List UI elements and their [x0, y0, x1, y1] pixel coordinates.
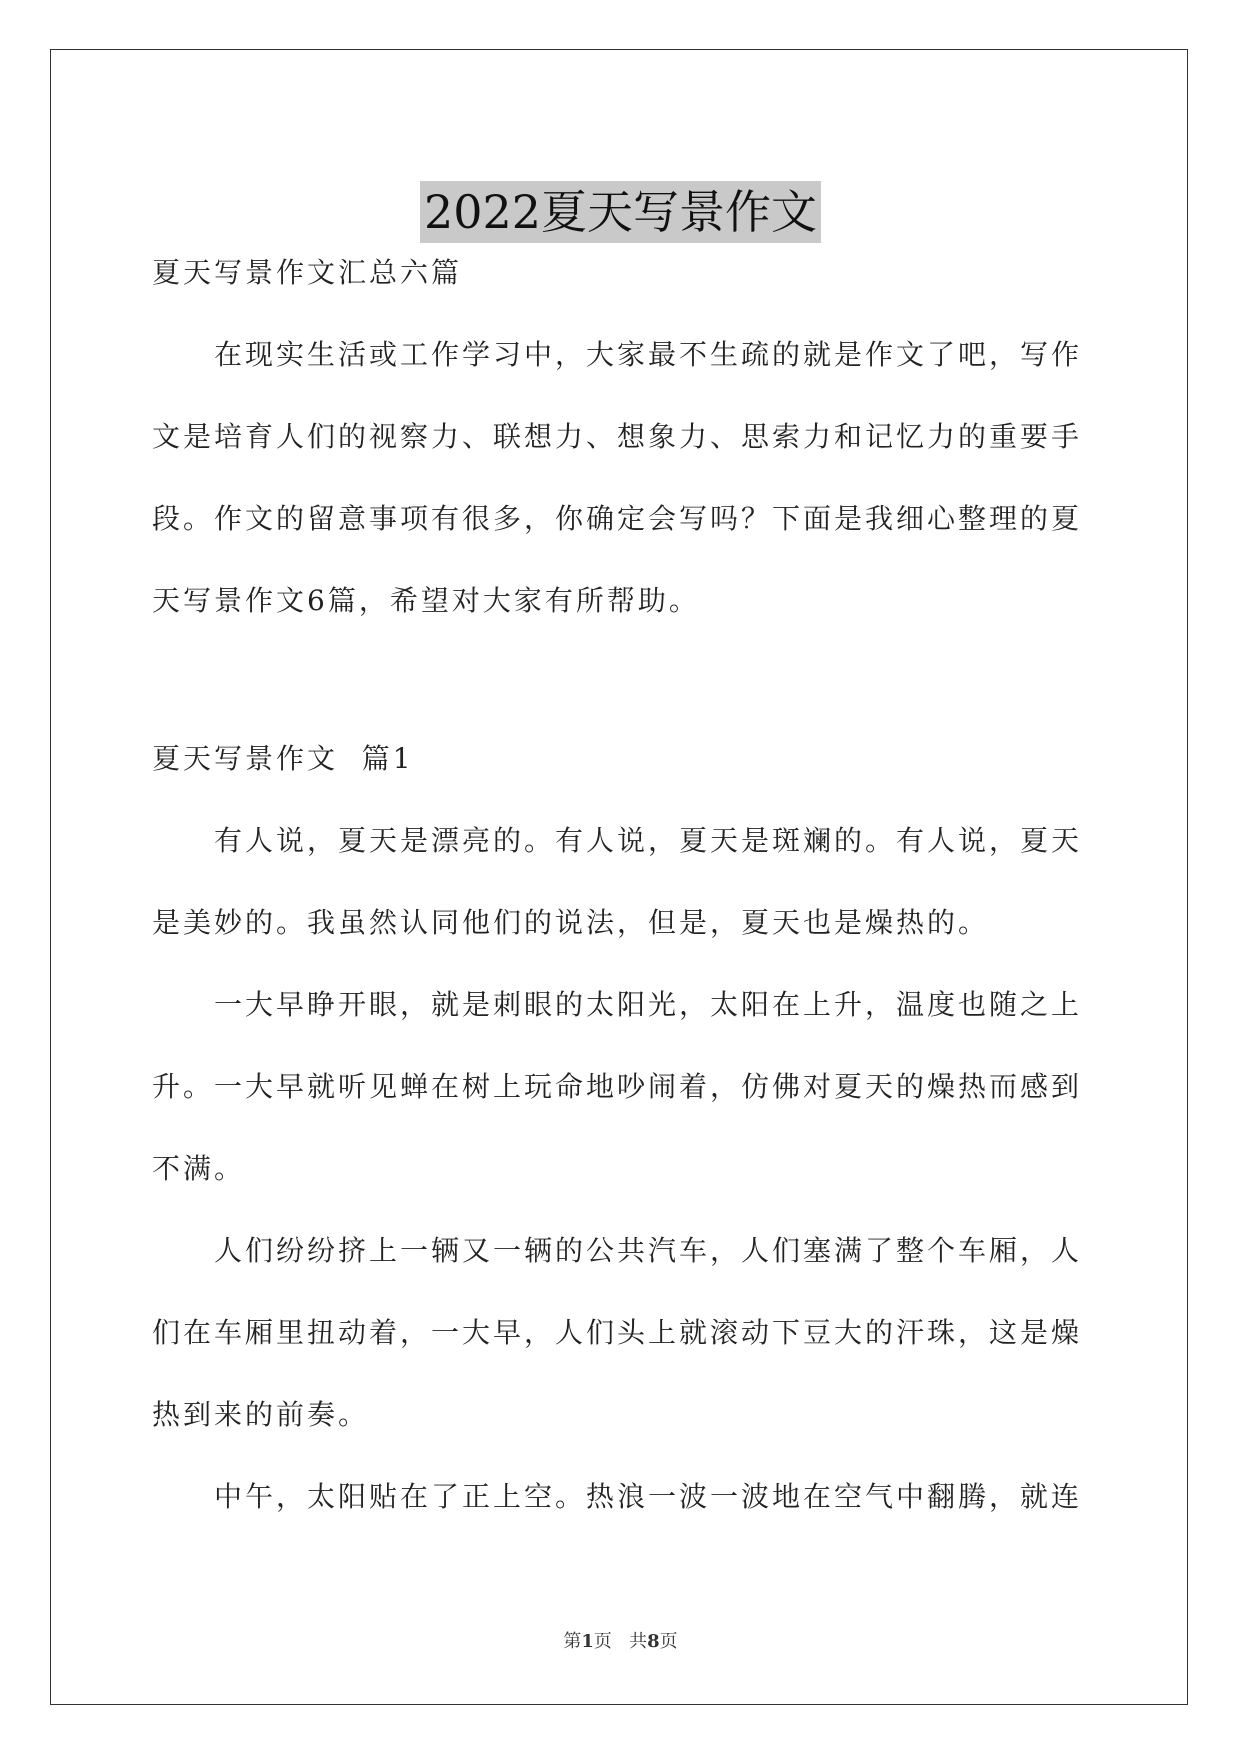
text-line: 升。一大早就听见蝉在树上玩命地吵闹着，仿佛对夏天的燥热而感到	[152, 1070, 1083, 1103]
footer-prefix: 第	[563, 1631, 582, 1652]
text-line: 天写景作文6篇，希望对大家有所帮助。	[152, 584, 700, 617]
text-line: 人们纷纷挤上一辆又一辆的公共汽车，人们塞满了整个车厢，人	[214, 1234, 1083, 1267]
paragraph-2	[152, 964, 1088, 1210]
paragraph-3	[152, 1210, 1088, 1456]
current-page-number: 1	[581, 1631, 594, 1652]
document-body	[152, 232, 1088, 1538]
text-line: 们在车厢里扭动着，一大早，人们头上就滚动下豆大的汗珠，这是燥	[152, 1316, 1083, 1349]
text-line: 中午，太阳贴在了正上空。热浪一波一波地在空气中翻腾，就连	[214, 1480, 1083, 1513]
intro-paragraph	[152, 314, 1088, 642]
text-line: 一大早睁开眼，就是刺眼的太阳光，太阳在上升，温度也随之上	[214, 988, 1083, 1021]
document-title: 2022夏天写景作文	[420, 181, 821, 243]
section-spacer	[152, 642, 1088, 718]
paragraph-1	[152, 800, 1088, 964]
text-line: 段。作文的留意事项有很多，你确定会写吗？下面是我细心整理的夏	[152, 502, 1083, 535]
footer-suffix: 页	[659, 1631, 678, 1652]
footer-middle: 页 共	[593, 1631, 648, 1652]
text-line: 热到来的前奏。	[152, 1398, 370, 1431]
paragraph-4	[152, 1456, 1088, 1538]
text-line: 在现实生活或工作学习中，大家最不生疏的就是作文了吧，写作	[214, 338, 1083, 371]
text-line: 有人说，夏天是漂亮的。有人说，夏天是斑斓的。有人说，夏天	[214, 824, 1083, 857]
text-line: 是美妙的。我虽然认同他们的说法，但是，夏天也是燥热的。	[152, 906, 990, 939]
text-line: 不满。	[152, 1152, 246, 1185]
section-heading: 夏天写景作文 篇1	[152, 742, 414, 775]
page-footer	[0, 1627, 1241, 1653]
text-line: 文是培育人们的视察力、联想力、想象力、思索力和记忆力的重要手	[152, 420, 1083, 453]
total-page-count: 8	[647, 1631, 660, 1652]
subtitle: 夏天写景作文汇总六篇	[152, 256, 463, 289]
